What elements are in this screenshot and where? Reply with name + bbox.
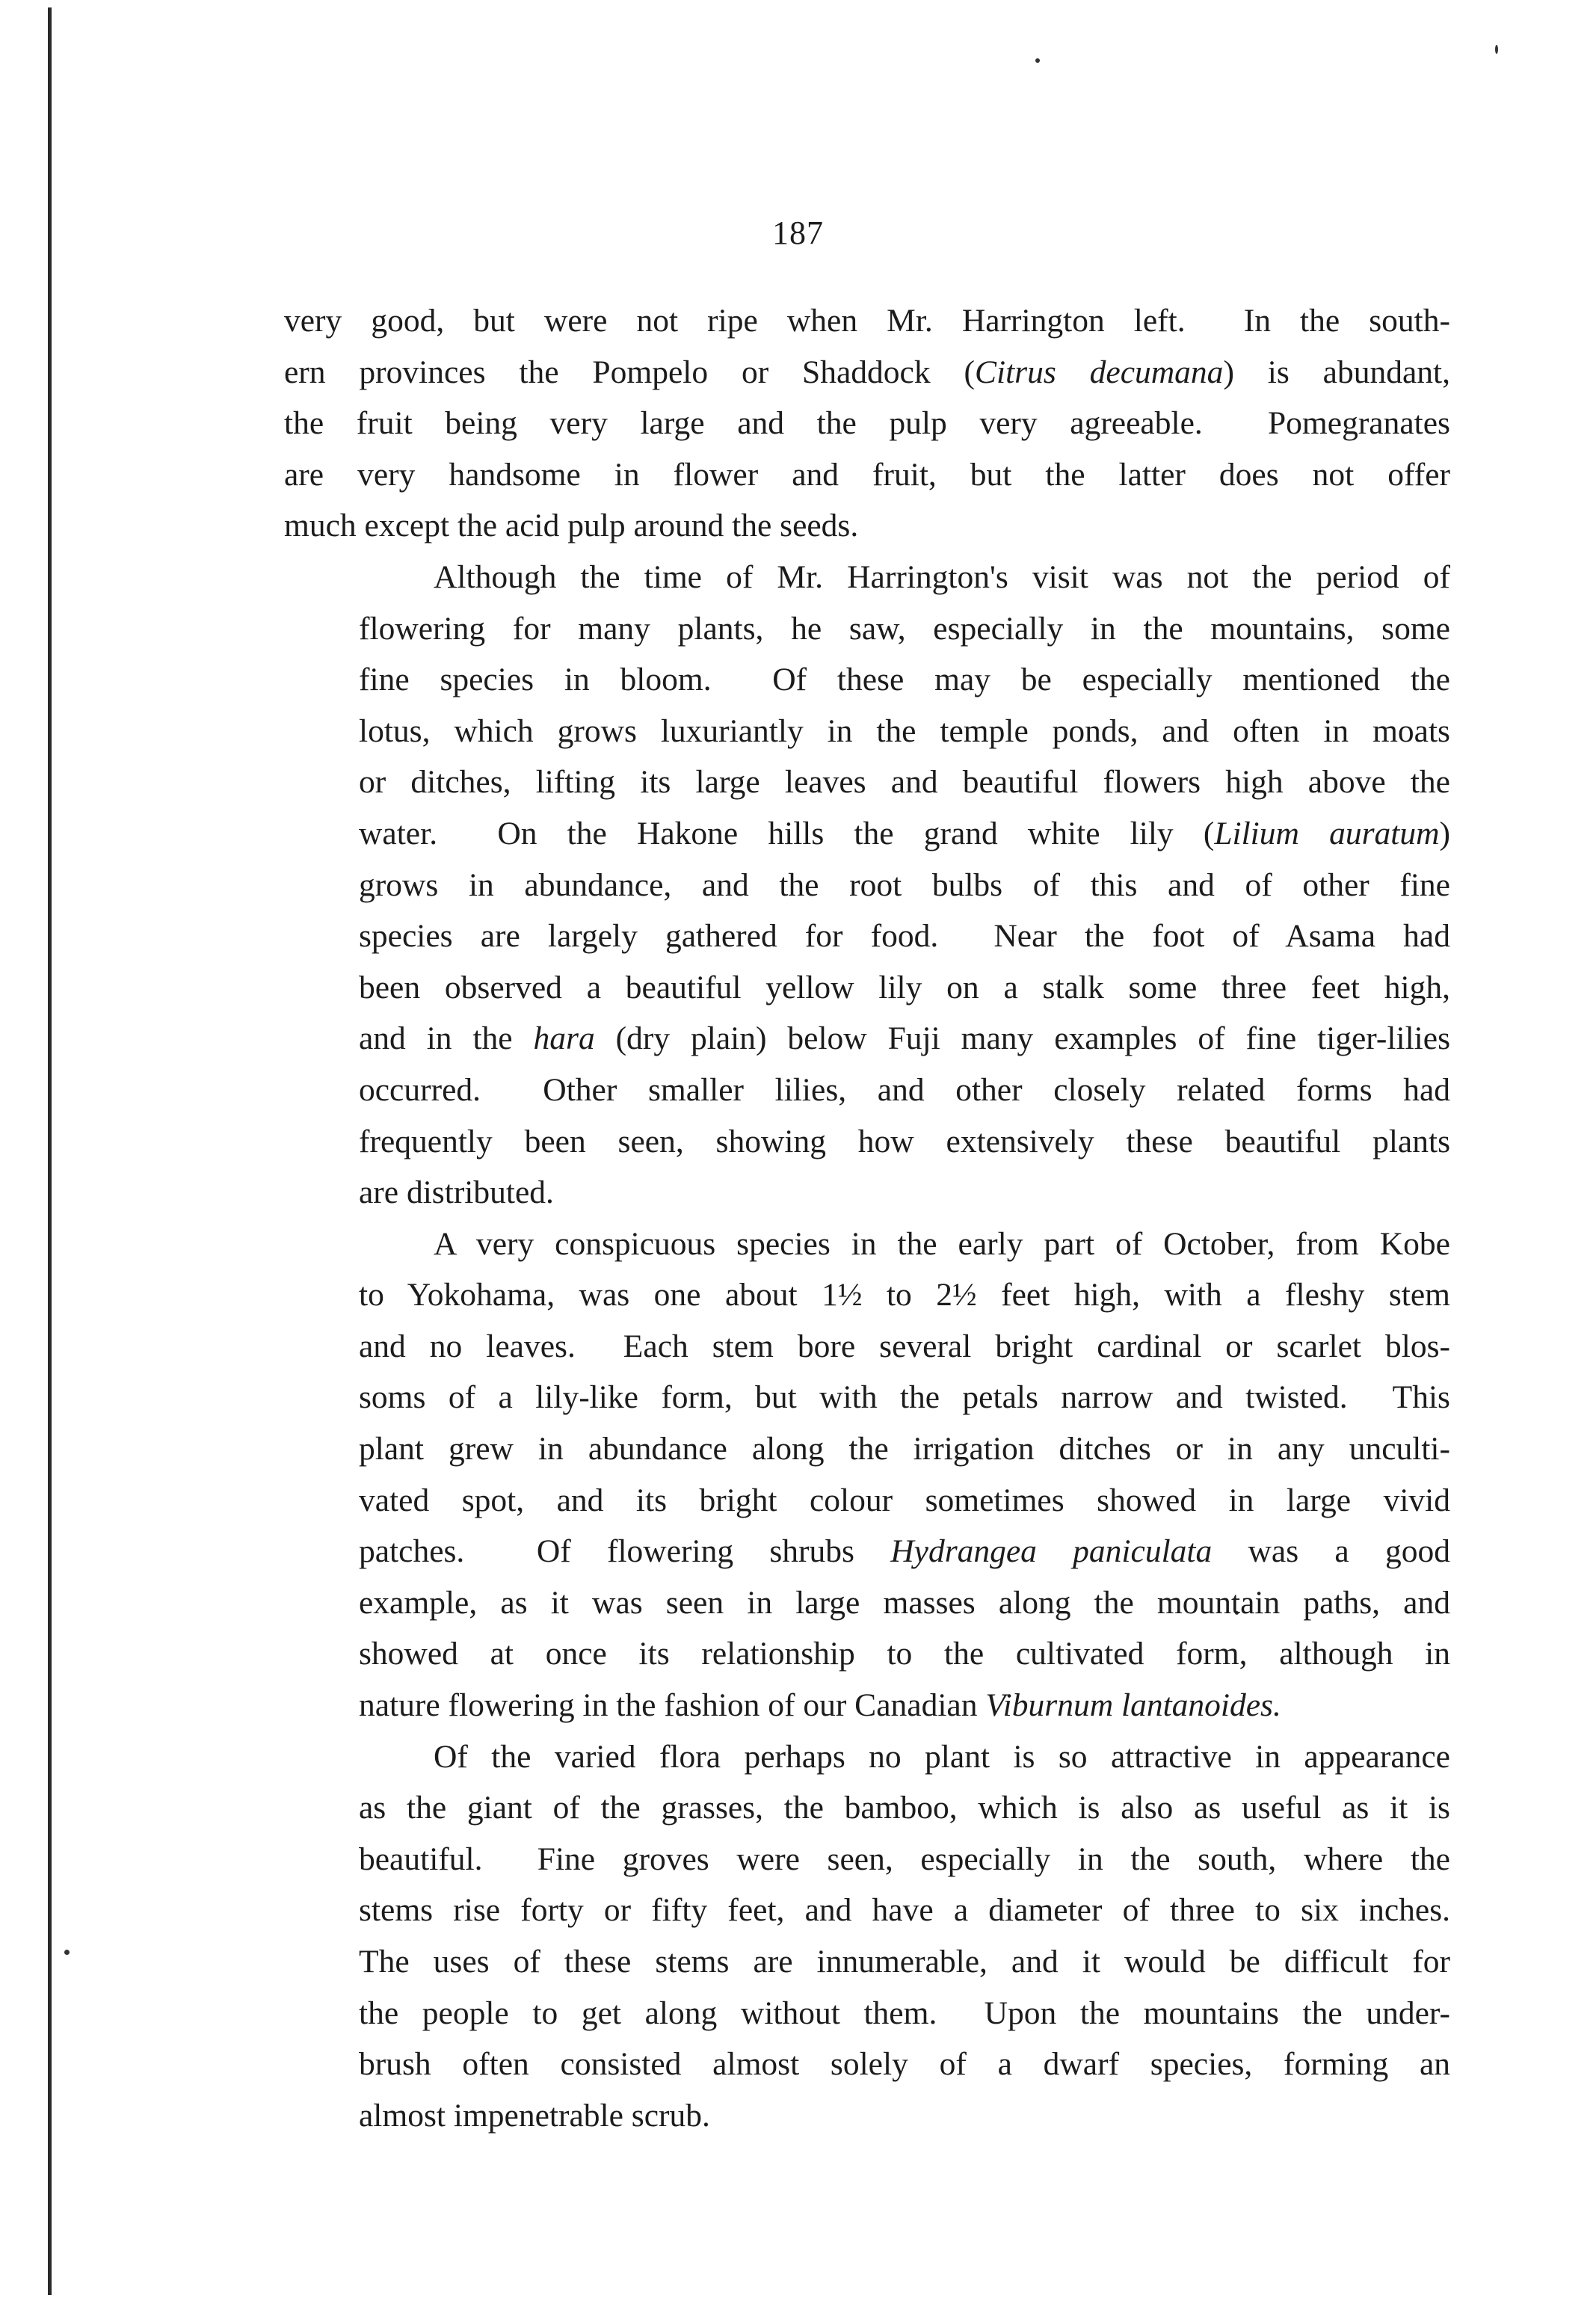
text-line [284,2090,1450,2142]
text-line [284,398,1450,449]
text-line [284,654,1450,706]
text-line [284,1936,1450,1988]
text-run: The uses of these stems are innumerable, and it would be difficult for [359,1944,1450,1980]
text-line [284,1526,1450,1577]
text-line [284,962,1450,1014]
scan-speck [1035,58,1040,63]
text-line [284,757,1450,808]
text-run: ) [1439,815,1450,851]
text-line [284,1372,1450,1423]
text-run: species are largely gathered for food. Near the foot of Asama had [359,918,1450,955]
text-run: Of the varied flora perhaps no plant is so attractive in appearance [434,1738,1450,1775]
text-run: example, as it was seen in large masses along the mountain paths, and [359,1584,1450,1621]
text-run: are very handsome in flower and fruit, but the latter does not offer [284,456,1450,493]
text-run: plant grew in abundance along the irrigation ditches or in any unculti- [359,1431,1450,1467]
italic-term: Viburnum lantanoides. [985,1687,1281,1724]
page-number: 187 [772,215,824,251]
text-line [284,1885,1450,1936]
text-line [284,603,1450,655]
text-run: was a good [1212,1533,1450,1570]
text-run: and in the [359,1020,534,1057]
text-line [284,1834,1450,1885]
text-line [284,552,1450,603]
text-run: and no leaves. Each stem bore several bright cardinal or scarlet blos- [359,1328,1450,1364]
text-line [284,1782,1450,1834]
text-run: brush often consisted almost solely of a dwarf species, forming an [359,2046,1450,2083]
text-line [284,295,1450,347]
text-run: (dry plain) below Fuji many examples of fine tiger-lilies [594,1020,1450,1057]
text-run: or ditches, lifting its large leaves and beautiful flowers high above the [359,764,1450,801]
text-run: are distributed. [359,1174,554,1211]
text-run: flowering for many plants, he saw, especially in the mountains, some [359,610,1450,647]
text-run: almost impenetrable scrub. [359,2097,710,2134]
text-run: lotus, which grows luxuriantly in the temple ponds, and often in moats [359,712,1450,749]
text-line [284,1065,1450,1116]
text-line [284,500,1450,552]
text-line [284,1013,1450,1065]
text-run: showed at once its relationship to the cultivated form, although in [359,1636,1450,1672]
italic-term: Hydrangea paniculata [890,1533,1213,1570]
italic-term: Lilium auratum [1214,815,1440,851]
text-run: as the giant of the grasses, the bamboo, which is also as useful as it is [359,1790,1450,1826]
scan-edge-rule [48,7,52,2295]
text-run: grows in abundance, and the root bulbs of this and of other fine [359,866,1450,903]
text-line [284,1988,1450,2039]
text-run: nature flowering in the fashion of our Canadian [359,1687,986,1724]
text-run: occurred. Other smaller lilies, and other closely related forms had [359,1071,1450,1108]
paragraph [284,295,1450,552]
text-run: beautiful. Fine groves were seen, especially in the south, where the [359,1841,1450,1877]
text-run: frequently been seen, showing how extensively these beautiful plants [359,1123,1450,1159]
text-run: very good, but were not ripe when Mr. Harrington left. In the south- [284,303,1450,339]
text-run: vated spot, and its bright colour sometimes showed in large vivid [359,1482,1450,1518]
text-line [284,1321,1450,1373]
italic-term: Citrus decumana [974,354,1224,390]
scan-speck [64,1950,70,1955]
text-line [284,1423,1450,1475]
text-run: fine species in bloom. Of these may be especially mentioned the [359,662,1450,698]
italic-term: hara [533,1020,595,1057]
text-line [284,808,1450,860]
text-line [284,449,1450,501]
text-line [284,1731,1450,1783]
text-run: Although the time of Mr. Harrington's visit was not the period of [434,558,1450,595]
text-run: the people to get along without them. Upon the mountains the under- [359,1995,1450,2031]
text-line [284,347,1450,398]
paragraph [284,1219,1450,1731]
text-run: A very conspicuous species in the early part of October, from Kobe [434,1225,1450,1262]
text-line [284,860,1450,911]
text-line [284,706,1450,757]
text-line [284,1577,1450,1629]
text-run: stems rise forty or fifty feet, and have a diameter of three to six inches. [359,1892,1450,1929]
text-run: water. On the Hakone hills the grand white lily ( [359,815,1215,851]
text-line [284,1269,1450,1321]
text-run: ern provinces the Pompelo or Shaddock ( [284,354,975,390]
text-line [284,2039,1450,2090]
text-line [284,1167,1450,1219]
text-run: soms of a lily-like form, but with the petals narrow and twisted. This [359,1379,1450,1416]
text-run: patches. Of flowering shrubs [359,1533,891,1570]
paragraph [284,1731,1450,2142]
text-line [284,911,1450,962]
text-line [284,1680,1450,1731]
text-run: been observed a beautiful yellow lily on a stalk some three feet high, [359,969,1450,1005]
text-run: ) is abundant, [1223,354,1451,390]
text-run: the fruit being very large and the pulp very agreeable. Pomegranates [284,405,1450,442]
paragraph [284,552,1450,1219]
text-line [284,1628,1450,1680]
scan-speck [1495,45,1498,54]
text-run: much except the acid pulp around the seeds. [284,508,859,544]
text-line [284,1475,1450,1527]
text-run: to Yokohama, was one about 1½ to 2½ feet high, with a fleshy stem [359,1277,1450,1313]
text-line [284,1116,1450,1168]
body-text [284,295,1450,2141]
text-line [284,1219,1450,1270]
